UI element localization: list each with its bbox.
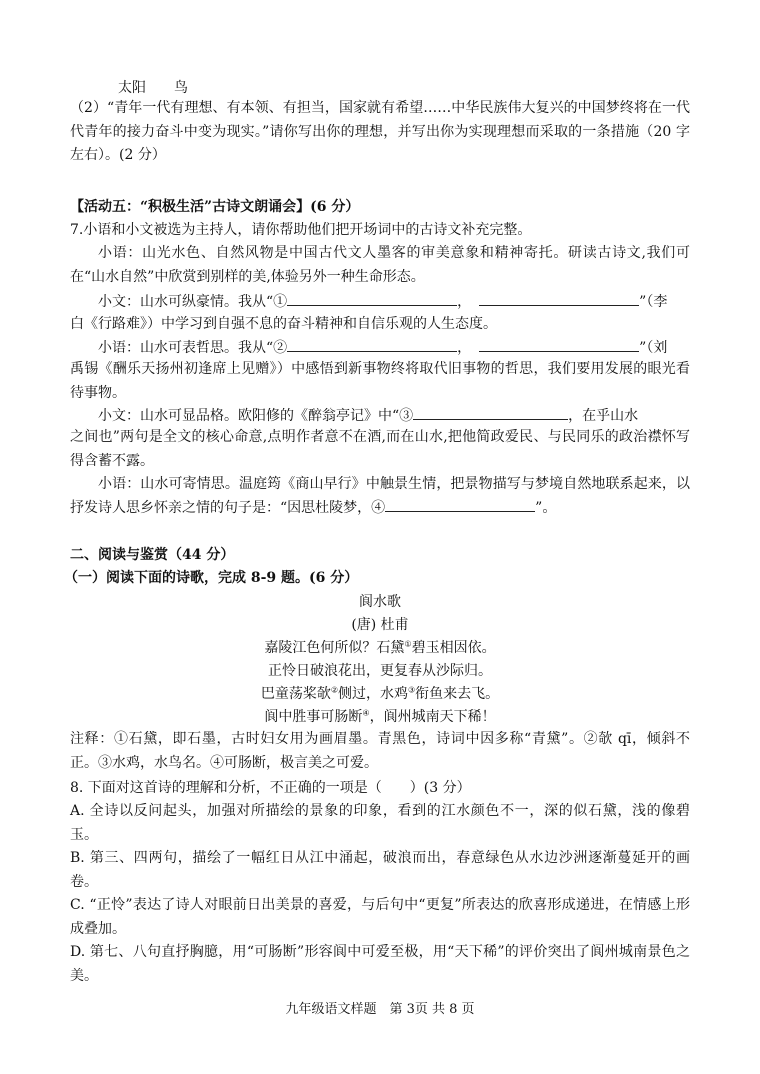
answer-blank-1a[interactable]: [287, 291, 457, 306]
section-2-title: 二、阅读与鉴赏（44 分）: [70, 547, 235, 563]
poem-author: (唐) 杜甫: [351, 617, 409, 633]
xiaowen-2-lead: 小文：山水可显品格。欧阳修的《醉翁亭记》中“③: [98, 408, 414, 424]
paragraph-xiaoyu-1: 小语：山光水色、自然风物是中国古代文人墨客的审美意象和精神寄托。研读古诗文,我们可在“山水自然”中欣赏到别样的美,体验另外一种生命形态。: [70, 245, 690, 285]
subsection-1-title: （一）阅读下面的诗歌，完成 8-9 题。(6 分）: [64, 570, 359, 586]
poem-title: 阆水歌: [359, 594, 401, 610]
answer-blank-4[interactable]: [385, 497, 535, 512]
answer-blank-1b[interactable]: [479, 291, 639, 306]
poem-line-3: 巴童荡桨欹②侧过，水鸡③衔鱼来去飞。: [260, 685, 500, 702]
option-c[interactable]: C. “正怜”表达了诗人对眼前日出美景的喜爱，与后句中“更复”所表达的欣喜形成递进，在情感上形成叠加。: [70, 897, 690, 937]
paragraph-xiaowen-1: [98, 291, 667, 312]
poem-line-2: 正怜日破浪花出，更复春从沙际归。: [268, 663, 492, 679]
question-8-stem: 8. 下面对这首诗的理解和分析，不正确的一项是（ ）(3 分）: [70, 780, 471, 796]
question-7-stem: 7.小语和小文被选为主持人，请你帮助他们把开场词中的古诗文补充完整。: [70, 222, 532, 238]
answer-blank-2a[interactable]: [287, 337, 457, 352]
word-pair: 太阳 鸟: [118, 80, 188, 96]
quote-close: ”。: [535, 499, 557, 516]
xiaowen-2-mid: ，在乎山水: [568, 408, 639, 424]
option-d[interactable]: D. 第七、八句直抒胸臆，用“可肠断”形容阆中可爱至极，用“天下稀”的评价突出了阆州城南景色之美。: [70, 944, 690, 984]
paragraph-xiaowen-2: [98, 405, 638, 426]
xiaoyu-2-cont: 禹锡《酬乐天扬州初逢席上见赠》）中感悟到新事物终将取代旧事物的哲思，我们要用发展的眼光看待事物。: [70, 361, 690, 401]
xiaoyu-3-text: 小语：山水可寄情思。温庭筠《商山早行》中触景生情，把景物描写与梦境自然地联系起来，以抒发诗人思乡怀亲之情的句子是：“因思杜陵梦，④: [70, 476, 690, 516]
xiaowen-2-cont: 之间也”两句是全文的核心命意,点明作者意不在酒,而在山水,把他简政爱民、与民同乐的政治襟怀写得含蓄不露。: [70, 429, 690, 469]
question-2-text: （2）“青年一代有理想、有本领、有担当，国家就有希望……中华民族伟大复兴的中国梦终将在一代代青年的接力奋斗中变为现实。”请你写出你的理想，并写出你为实现理想而采取的一条措施（20 字左右）。(2 分）: [70, 100, 690, 163]
xiaowen-1-cont: 白《行路难》）中学习到自强不息的奋斗精神和自信乐观的人生态度。: [70, 316, 497, 332]
xiaowen-1-lead: 小文：山水可纵豪情。我从“①: [98, 294, 288, 310]
comma: ，: [457, 294, 472, 310]
paragraph-xiaoyu-3: [70, 473, 690, 520]
answer-blank-3[interactable]: [413, 405, 568, 420]
activity-5-title: 【活动五：“积极生活”古诗文朗诵会】(6 分）: [70, 199, 360, 215]
comma: ，: [457, 340, 472, 356]
poem-line-4: 阆中胜事可肠断④，阆州城南天下稀！: [264, 708, 496, 725]
answer-blank-2b[interactable]: [479, 337, 639, 352]
paragraph-xiaoyu-2: [98, 337, 667, 358]
option-b[interactable]: B. 第三、四两句，描绘了一幅红日从江中涌起，破浪而出，春意绿色从水边沙洲逐渐蔓延开的画卷。: [70, 850, 690, 890]
poem-notes: 注释：①石黛，即石墨，古时妇女用为画眉墨。青黑色，诗词中因多称“青黛”。②欹 qī，倾斜不正。③水鸡，水鸟名。④可肠断，极言美之可爱。: [70, 731, 690, 771]
page-footer: 九年级语文样题 第 3页 共 8 页: [285, 1002, 475, 1017]
poem-line-1: 嘉陵江色何所似？石黛①碧玉相因依。: [264, 639, 496, 656]
source-open: ”（刘: [639, 340, 668, 356]
source-open: ”（李: [639, 294, 668, 310]
option-a[interactable]: A. 全诗以反问起头，加强对所描绘的景象的印象，看到的江水颜色不一，深的似石黛，浅的像碧玉。: [70, 803, 690, 843]
xiaoyu-2-lead: 小语：山水可表哲思。我从“②: [98, 340, 288, 356]
